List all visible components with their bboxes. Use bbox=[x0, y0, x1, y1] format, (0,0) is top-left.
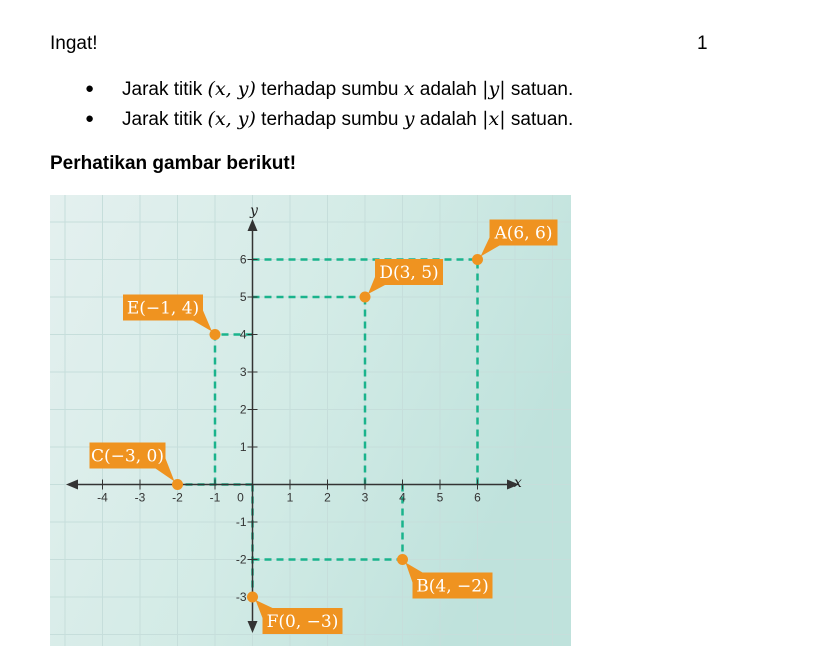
rule-math: |x| bbox=[482, 108, 506, 130]
y-tick-label: 2 bbox=[239, 402, 247, 417]
rule-text: satuan. bbox=[505, 79, 574, 100]
point-label: E(−1, 4) bbox=[126, 298, 200, 319]
x-tick-label: -1 bbox=[209, 490, 221, 505]
heading: Ingat! bbox=[50, 33, 98, 54]
point-label: A(6, 6) bbox=[494, 223, 553, 244]
x-tick-label: 2 bbox=[324, 490, 331, 505]
x-tick-label: -2 bbox=[172, 490, 183, 505]
data-point bbox=[397, 554, 408, 565]
page-number: 1 bbox=[697, 33, 708, 54]
y-tick-label: 6 bbox=[239, 252, 247, 267]
point-label: B(4, −2) bbox=[416, 576, 489, 597]
rule-item bbox=[85, 106, 573, 136]
plot-background bbox=[50, 195, 571, 646]
x-tick-label: 5 bbox=[436, 490, 444, 505]
coordinate-plane-svg bbox=[50, 195, 571, 646]
rule-math: y bbox=[403, 108, 415, 130]
rule-text: terhadap sumbu bbox=[255, 109, 404, 130]
data-point bbox=[247, 592, 258, 603]
y-axis-label: y bbox=[250, 203, 258, 219]
rule-math: x bbox=[403, 78, 415, 100]
rule-text: adalah bbox=[414, 109, 483, 130]
x-tick-label: 4 bbox=[399, 490, 406, 505]
x-tick-label: 1 bbox=[286, 490, 294, 505]
rule-text: adalah bbox=[414, 79, 483, 100]
data-point bbox=[360, 292, 371, 303]
x-tick-label: 3 bbox=[361, 490, 369, 505]
x-tick-label: -4 bbox=[97, 490, 108, 505]
rule-text: satuan. bbox=[505, 109, 574, 130]
y-tick-label: -1 bbox=[235, 515, 247, 529]
y-tick-label: -2 bbox=[235, 552, 247, 567]
y-tick-label: 5 bbox=[239, 290, 247, 304]
y-tick-label: 1 bbox=[239, 440, 247, 454]
x-axis-label: x bbox=[514, 475, 522, 491]
x-tick-label: -3 bbox=[134, 490, 146, 505]
y-tick-label: -3 bbox=[235, 590, 247, 604]
point-label: D(3, 5) bbox=[379, 263, 439, 283]
rule-text: Jarak titik bbox=[122, 79, 208, 100]
y-tick-label: 3 bbox=[239, 365, 247, 379]
y-tick-label: 4 bbox=[239, 327, 247, 342]
rule-text: terhadap sumbu bbox=[255, 79, 404, 100]
point-label: F(0, −3) bbox=[266, 612, 339, 632]
rules-list bbox=[85, 76, 573, 136]
rule-math: |y| bbox=[482, 78, 506, 100]
rule-math: (x, y) bbox=[207, 108, 256, 130]
point-label: C(−3, 0) bbox=[91, 446, 164, 467]
data-point bbox=[172, 479, 183, 490]
x-tick-label: 0 bbox=[237, 490, 244, 505]
data-point bbox=[472, 254, 483, 265]
rule-text: Jarak titik bbox=[122, 109, 208, 130]
subheading: Perhatikan gambar berikut! bbox=[50, 153, 297, 174]
coordinate-graph bbox=[50, 195, 571, 646]
rule-math: (x, y) bbox=[207, 78, 256, 100]
rule-item bbox=[85, 76, 573, 106]
data-point bbox=[210, 329, 221, 340]
x-tick-label: 6 bbox=[474, 490, 481, 505]
